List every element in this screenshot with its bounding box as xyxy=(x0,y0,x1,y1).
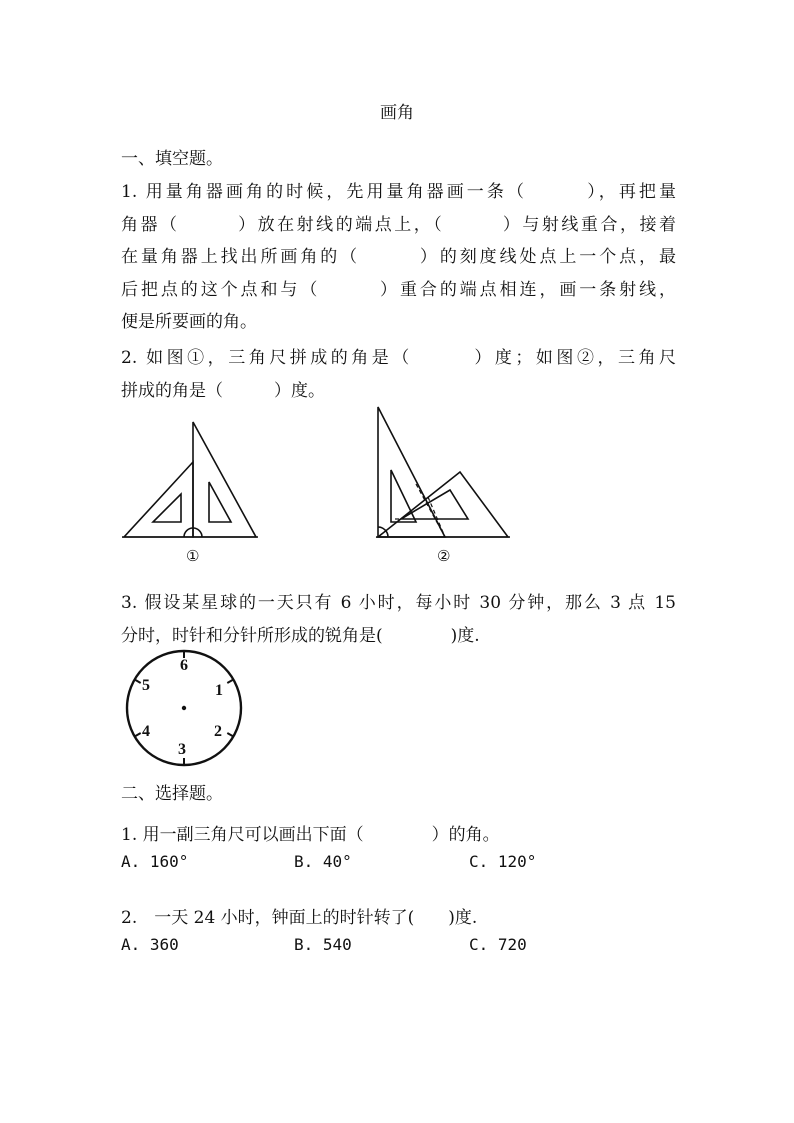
q1-option-b: B. 40° xyxy=(294,852,352,871)
q3-line-1: 3. 假设某星球的一天只有 6 小时，每小时 30 分钟，那么 3 点 15 xyxy=(121,593,676,613)
q2-line-2: 拼成的角是（ ）度。 xyxy=(121,380,325,401)
q1-option-a: A. 160° xyxy=(121,852,189,871)
figure-1-label: ① xyxy=(186,547,200,565)
clock-number-3: 3 xyxy=(178,741,186,758)
clock-number-4: 4 xyxy=(142,723,150,740)
q2-option-c: C. 720 xyxy=(469,935,527,954)
page-title: 画角 xyxy=(380,103,414,123)
q2-line-1: 2. 如图①，三角尺拼成的角是（ ）度；如图②，三角尺 xyxy=(121,348,676,368)
q1-line-5: 便是所要画的角。 xyxy=(121,312,257,332)
figure-2-label: ② xyxy=(437,547,451,565)
q2-option-b: B. 540 xyxy=(294,935,352,954)
choice-question-2-stem: 2. 一天 24 小时，钟面上的时针转了( )度. xyxy=(121,908,478,928)
q1-option-c: C. 120° xyxy=(469,852,537,871)
clock-center-dot xyxy=(182,706,186,710)
q3-line-2: 分时，时针和分针所形成的锐角是( )度. xyxy=(121,625,480,646)
clock-number-6: 6 xyxy=(180,657,188,674)
q2-option-a: A. 360 xyxy=(121,935,179,954)
q1-line-1: 1. 用量角器画角的时候，先用量角器画一条（ ），再把量 xyxy=(121,182,676,202)
q1-line-3: 在量角器上找出所画角的（ ）的刻度线处点上一个点，最 xyxy=(121,247,676,267)
choice-question-1-stem: 1. 用一副三角尺可以画出下面（ ）的角。 xyxy=(121,825,500,845)
clock-number-5: 5 xyxy=(142,677,150,694)
q1-line-4: 后把点的这个点和与（ ）重合的端点相连，画一条射线， xyxy=(121,279,676,300)
q1-line-2: 角器（ ）放在射线的端点上，（ ）与射线重合，接着 xyxy=(121,214,676,235)
section-heading-multiple-choice: 二、选择题。 xyxy=(121,784,223,804)
clock-number-1: 1 xyxy=(215,682,223,699)
clock-number-2: 2 xyxy=(214,723,222,740)
section-heading-fill-blank: 一、填空题。 xyxy=(121,149,223,169)
